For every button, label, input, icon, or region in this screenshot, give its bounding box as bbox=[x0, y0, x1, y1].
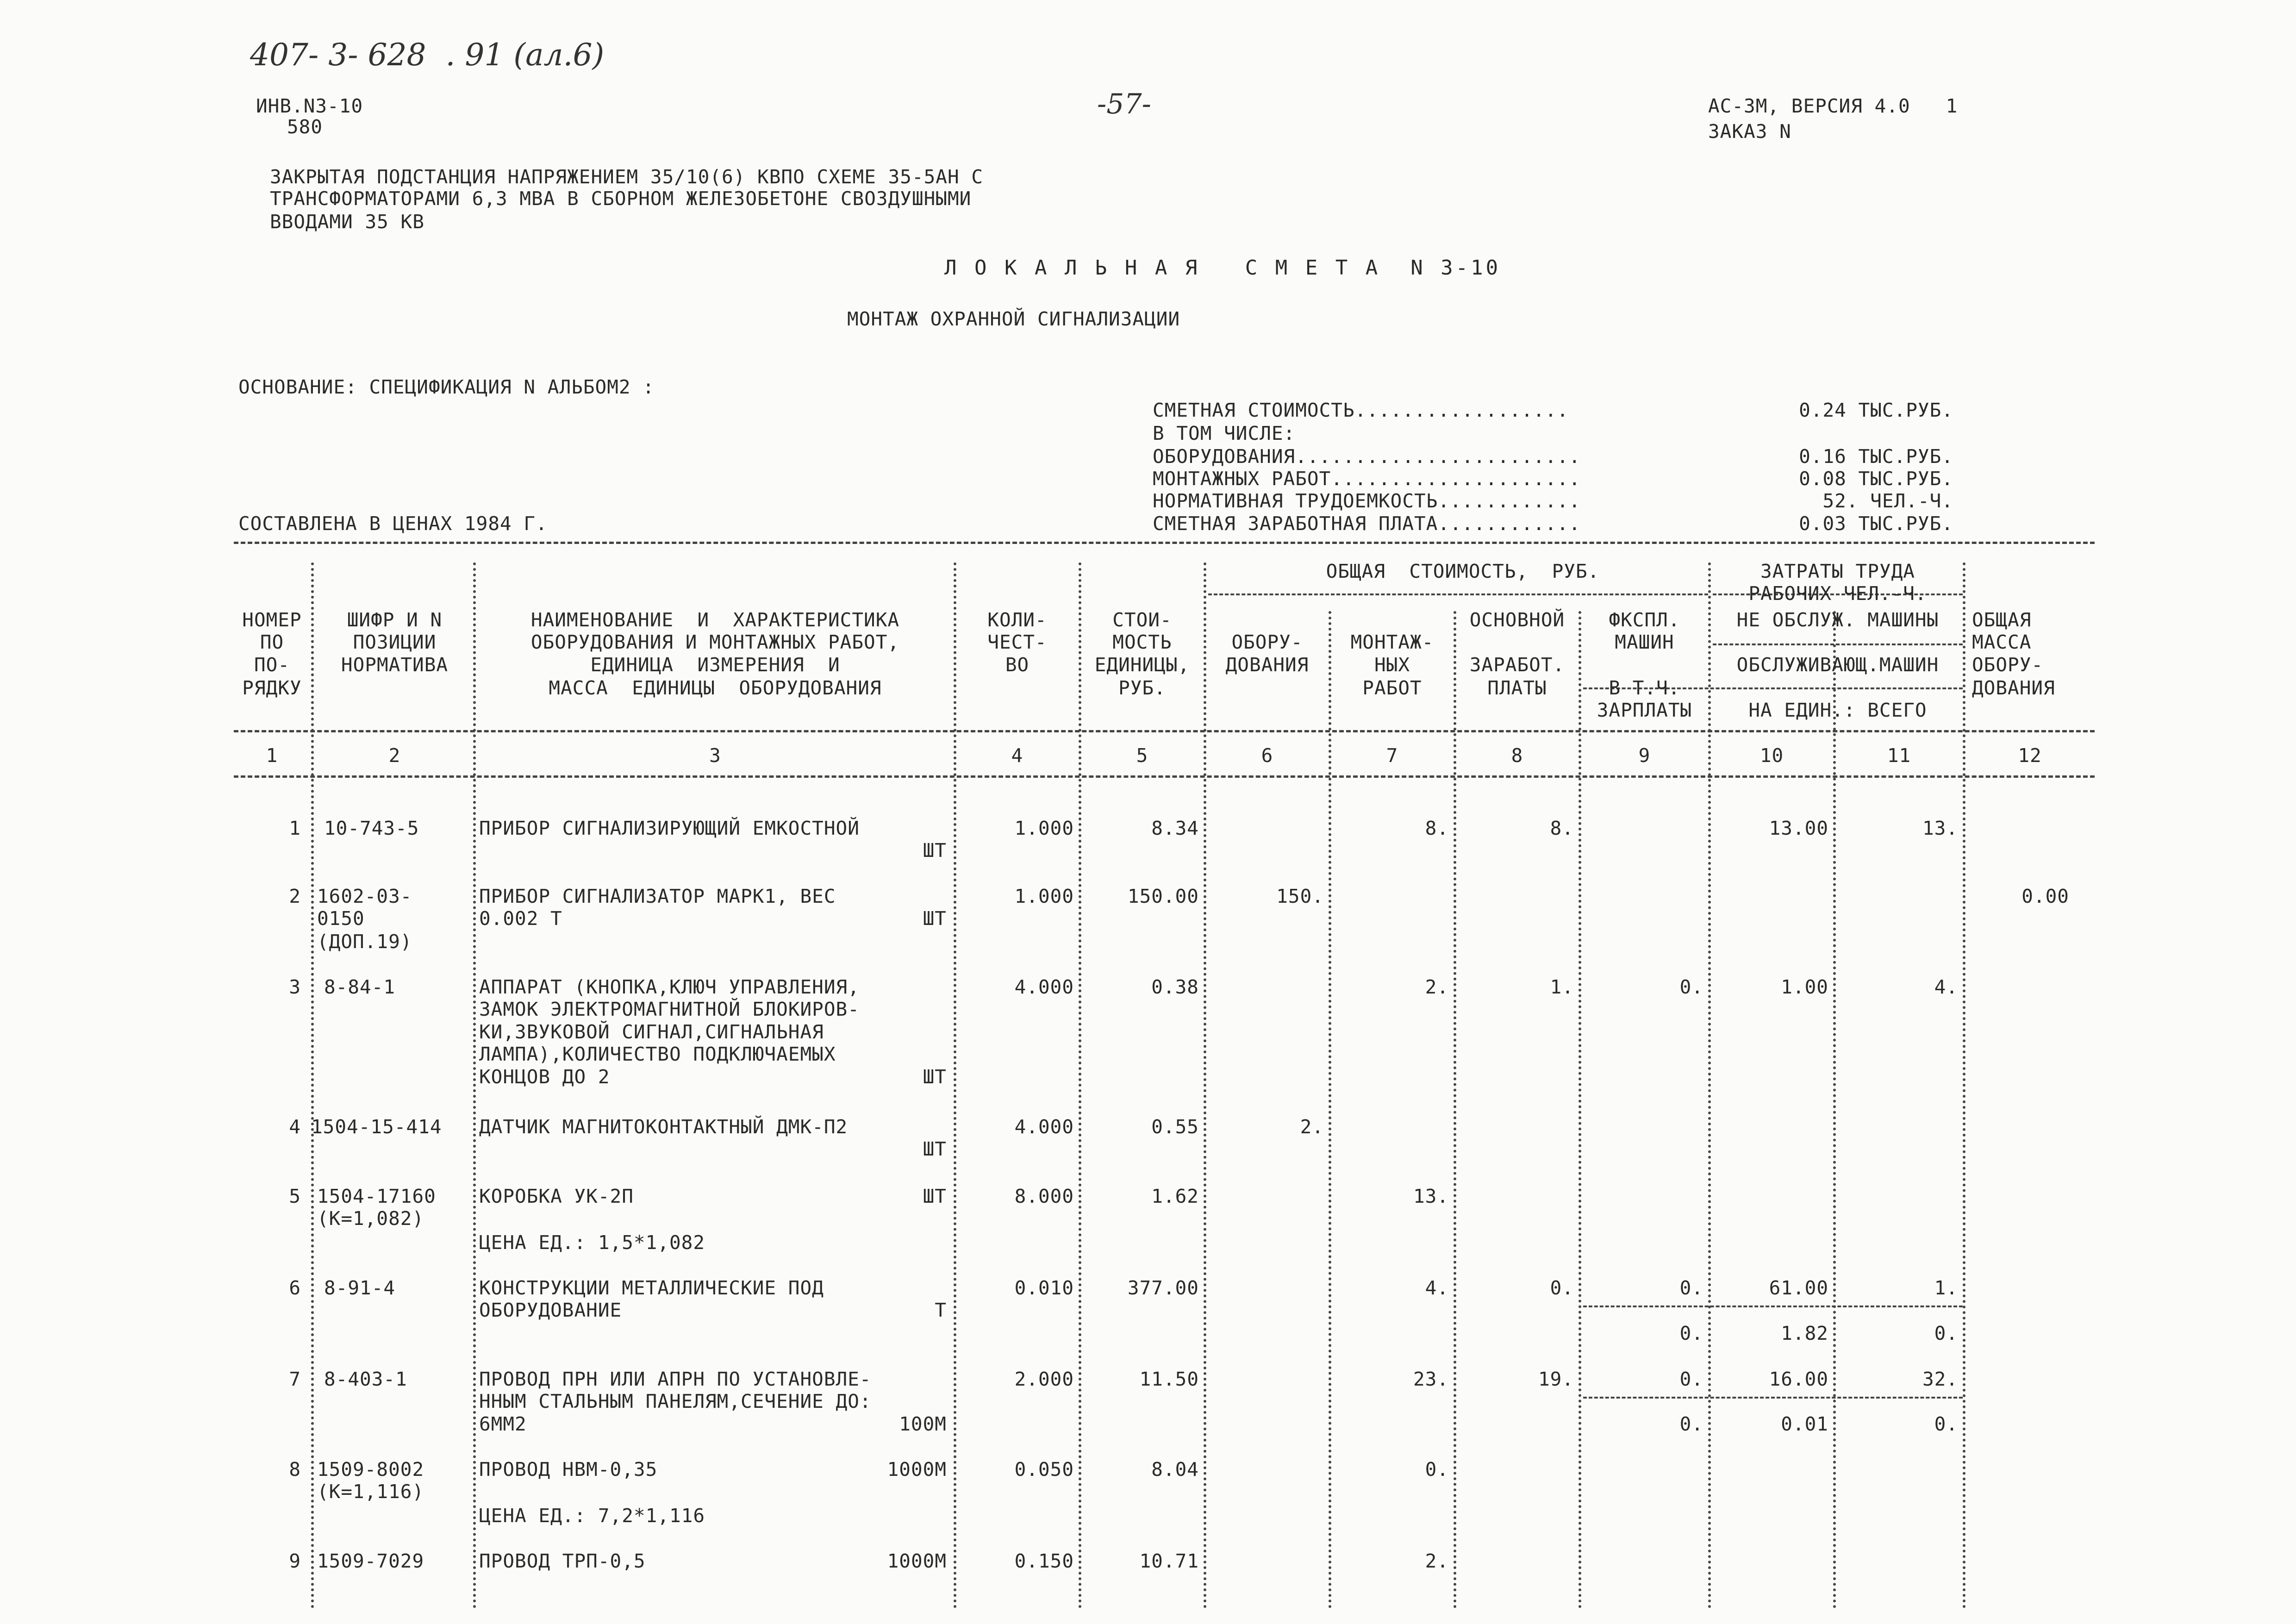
header-col4-line2: ЧЕСТ- bbox=[987, 631, 1047, 653]
summary-label: МОНТАЖНЫХ РАБОТ..................... bbox=[1153, 468, 1581, 490]
header-col6-line2: ДОВАНИЯ bbox=[1225, 654, 1309, 676]
order-number: ЗАКАЗ N bbox=[1708, 120, 1791, 143]
labor-per-unit: 13.00 bbox=[1769, 817, 1828, 839]
base-wage: 1. bbox=[1550, 976, 1574, 998]
col-number-10: 10 bbox=[1759, 744, 1784, 767]
header-col5-line3: ЕДИНИЦЫ, bbox=[1094, 654, 1190, 676]
inventory-sub-number: 580 bbox=[287, 116, 323, 138]
labor-per-unit: 1.00 bbox=[1781, 976, 1828, 998]
norm-code: (ДОП.19) bbox=[317, 931, 412, 953]
col-number-9: 9 bbox=[1638, 744, 1651, 767]
header-col6-line1: ОБОРУ- bbox=[1231, 631, 1303, 653]
header-group-labor-2: РАБОЧИХ ЧЕЛ.-Ч. bbox=[1748, 582, 1927, 605]
header-col9-line3: В Т.Ч. bbox=[1609, 677, 1680, 699]
labor-total: 13. bbox=[1922, 817, 1958, 839]
labor-per-unit: 61.00 bbox=[1769, 1277, 1828, 1299]
header-col2-line1: ШИФР И N bbox=[347, 609, 443, 631]
unit-price: 8.04 bbox=[1151, 1458, 1199, 1480]
col-sep-4 bbox=[1079, 562, 1081, 1609]
item-name: ПРИБОР СИГНАЛИЗАТОР МАРК1, ВЕС bbox=[479, 885, 836, 907]
norm-code: 1509-7029 bbox=[317, 1550, 424, 1572]
header-col1-line2: ПО bbox=[260, 631, 284, 653]
header-col1-line1: НОМЕР bbox=[242, 609, 302, 631]
item-name: ПРОВОД ТРП-0,5 bbox=[479, 1550, 646, 1572]
mount-cost: 13. bbox=[1413, 1185, 1449, 1207]
labor-per-unit: 16.00 bbox=[1769, 1368, 1828, 1390]
item-name: ОБОРУДОВАНИЕ bbox=[479, 1299, 622, 1321]
unit: ШТ bbox=[923, 1066, 947, 1088]
col-sep-6 bbox=[1329, 611, 1331, 1609]
quantity: 1.000 bbox=[1014, 817, 1074, 839]
row-number: 7 bbox=[289, 1368, 301, 1390]
program-version: АС-3М, ВЕРСИЯ 4.0 1 bbox=[1708, 95, 1958, 117]
serving-labor-total: 0. bbox=[1934, 1413, 1958, 1435]
handwritten-document-code: 407- 3- 628 . 91 (ал.6) bbox=[250, 37, 605, 73]
summary-value: 0.03 ТЫС.РУБ. bbox=[1799, 512, 1953, 535]
col-sep-11 bbox=[1963, 562, 1965, 1609]
mount-cost: 2. bbox=[1425, 976, 1449, 998]
col-sep-5 bbox=[1204, 562, 1206, 1609]
quantity: 1.000 bbox=[1014, 885, 1074, 907]
header-col3-line2: ОБОРУДОВАНИЯ И МОНТАЖНЫХ РАБОТ, bbox=[530, 631, 900, 653]
machine-wage: 0. bbox=[1679, 1413, 1703, 1435]
subtotal-rule bbox=[1583, 1305, 1963, 1307]
summary-labor bbox=[1153, 490, 2009, 512]
col-sep-1 bbox=[311, 562, 314, 1609]
header-group-cost: ОБЩАЯ СТОИМОСТЬ, РУБ. bbox=[1326, 560, 1600, 582]
mount-cost: 8. bbox=[1425, 817, 1449, 839]
machine-wage: 0. bbox=[1679, 1322, 1703, 1344]
col-sep-8 bbox=[1578, 611, 1581, 1609]
object-title-line-3: ВВОДАМИ 35 КВ bbox=[270, 211, 424, 233]
col-number-6: 6 bbox=[1261, 744, 1273, 767]
col-number-4: 4 bbox=[1011, 744, 1023, 767]
equipment-cost: 2. bbox=[1300, 1116, 1324, 1138]
col-number-12: 12 bbox=[2018, 744, 2042, 767]
header-col4-line1: КОЛИ- bbox=[987, 609, 1047, 631]
summary-label: ОБОРУДОВАНИЯ........................ bbox=[1153, 445, 1581, 468]
col-number-2: 2 bbox=[388, 744, 401, 767]
quantity: 0.050 bbox=[1014, 1458, 1074, 1480]
table-top-rule bbox=[234, 542, 2095, 544]
unit-price: 0.55 bbox=[1151, 1116, 1199, 1138]
inventory-number: ИНВ.N3-10 bbox=[256, 95, 363, 117]
header-col12-line3: ОБОРУ- bbox=[1972, 654, 2044, 676]
row-number: 9 bbox=[289, 1550, 301, 1572]
labor-total: 4. bbox=[1934, 976, 1958, 998]
machine-cost: 0. bbox=[1679, 1277, 1703, 1299]
unit: Т bbox=[935, 1299, 947, 1321]
header-col5-line1: СТОИ- bbox=[1112, 609, 1172, 631]
header-col2-line3: НОРМАТИВА bbox=[341, 654, 449, 676]
norm-code: 8-403-1 bbox=[324, 1368, 407, 1390]
equipment-mass: 0.00 bbox=[2021, 885, 2069, 907]
header-col12-line1: ОБЩАЯ bbox=[1972, 609, 2032, 631]
page-number: -57- bbox=[1097, 88, 1151, 120]
estimate-subtitle: МОНТАЖ ОХРАННОЙ СИГНАЛИЗАЦИИ bbox=[847, 308, 1180, 330]
object-title-line-2: ТРАНСФОРМАТОРАМИ 6,3 МВА В СБОРНОМ ЖЕЛЕЗОБЕТОНЕ СВОЗДУШНЫМИ bbox=[270, 187, 972, 210]
unit: ШТ bbox=[923, 907, 947, 930]
summary-value: 0.24 ТЫС.РУБ. bbox=[1799, 399, 1953, 421]
header-col3-line4: МАССА ЕДИНИЦЫ ОБОРУДОВАНИЯ bbox=[549, 677, 882, 699]
header-col8-line1: ОСНОВНОЙ bbox=[1469, 609, 1565, 631]
item-name: КОРОБКА УК-2П bbox=[479, 1185, 634, 1207]
header-col3-line3: ЕДИНИЦА ИЗМЕРЕНИЯ И bbox=[590, 654, 840, 676]
header-labor-not-serving: НЕ ОБСЛУЖ. МАШИНЫ bbox=[1736, 609, 1939, 631]
quantity: 0.010 bbox=[1014, 1277, 1074, 1299]
col-number-1: 1 bbox=[266, 744, 278, 767]
header-col1-line3: ПО- bbox=[254, 654, 290, 676]
col-number-5: 5 bbox=[1136, 744, 1148, 767]
header-col7-line3: РАБОТ bbox=[1362, 677, 1422, 699]
mount-cost: 23. bbox=[1413, 1368, 1449, 1390]
col-sep-3 bbox=[954, 562, 956, 1609]
summary-including bbox=[1153, 422, 2009, 444]
header-col9-line1: ФКСПЛ. bbox=[1609, 609, 1680, 631]
header-col9-line4: ЗАРПЛАТЫ bbox=[1597, 699, 1692, 721]
item-name: ДАТЧИК МАГНИТОКОНТАКТНЫЙ ДМК-П2 bbox=[479, 1116, 848, 1138]
quantity: 2.000 bbox=[1014, 1368, 1074, 1390]
col-sep-9 bbox=[1708, 562, 1711, 1609]
base-wage: 0. bbox=[1550, 1277, 1574, 1299]
unit-price: 11.50 bbox=[1139, 1368, 1199, 1390]
item-name: ЗАМОК ЭЛЕКТРОМАГНИТНОЙ БЛОКИРОВ- bbox=[479, 998, 860, 1020]
row-number: 3 bbox=[289, 976, 301, 998]
norm-code: 1602-03- bbox=[317, 885, 412, 907]
labor-total: 1. bbox=[1934, 1277, 1958, 1299]
summary-label: СМЕТНАЯ СТОИМОСТЬ.................. bbox=[1153, 399, 1569, 421]
unit-price: 377.00 bbox=[1127, 1277, 1199, 1299]
estimate-title: Л О К А Л Ь Н А Я С М Е Т А N 3-10 bbox=[944, 256, 1501, 280]
norm-code: 1504-15-414 bbox=[311, 1116, 442, 1138]
norm-code: (К=1,116) bbox=[317, 1480, 424, 1503]
norm-code: 8-84-1 bbox=[324, 976, 396, 998]
row-number: 2 bbox=[289, 885, 301, 907]
header-col4-line3: ВО bbox=[1005, 654, 1029, 676]
summary-value: 52. ЧЕЛ.-Ч. bbox=[1822, 490, 1953, 512]
row-number: 4 bbox=[289, 1116, 301, 1138]
quantity: 4.000 bbox=[1014, 976, 1074, 998]
header-col8-line3: ПЛАТЫ bbox=[1487, 677, 1547, 699]
header-col9-line2: МАШИН bbox=[1615, 631, 1674, 653]
price-note: ЦЕНА ЕД.: 1,5*1,082 bbox=[479, 1231, 705, 1254]
unit: ШТ bbox=[923, 1138, 947, 1160]
norm-code: 1504-17160 bbox=[317, 1185, 436, 1207]
quantity: 4.000 bbox=[1014, 1116, 1074, 1138]
header-col5-line4: РУБ. bbox=[1118, 677, 1166, 699]
row-number: 5 bbox=[289, 1185, 301, 1207]
column-number-rule bbox=[234, 775, 2095, 778]
item-name: ПРИБОР СИГНАЛИЗИРУЮЩИЙ ЕМКОСТНОЙ bbox=[479, 817, 860, 839]
mount-cost: 0. bbox=[1425, 1458, 1449, 1480]
price-note: ЦЕНА ЕД.: 7,2*1,116 bbox=[479, 1505, 705, 1527]
header-col7-line2: НЫХ bbox=[1374, 654, 1410, 676]
machine-cost: 0. bbox=[1679, 976, 1703, 998]
subtotal-rule bbox=[1583, 1397, 1963, 1399]
serving-labor-per-unit: 0.01 bbox=[1781, 1413, 1828, 1435]
base-wage: 19. bbox=[1538, 1368, 1574, 1390]
item-name: КОНЦОВ ДО 2 bbox=[479, 1066, 610, 1088]
col-number-8: 8 bbox=[1511, 744, 1523, 767]
object-title-line-1: ЗАКРЫТАЯ ПОДСТАНЦИЯ НАПРЯЖЕНИЕМ 35/10(6) КВПО СХЕМЕ 35-5АН С bbox=[270, 166, 984, 188]
col-number-7: 7 bbox=[1386, 744, 1398, 767]
quantity: 0.150 bbox=[1014, 1550, 1074, 1572]
item-name: АППАРАТ (КНОПКА,КЛЮЧ УПРАВЛЕНИЯ, bbox=[479, 976, 860, 998]
summary-label: НОРМАТИВНАЯ ТРУДОЕМКОСТЬ............ bbox=[1153, 490, 1581, 512]
norm-code: 8-91-4 bbox=[324, 1277, 396, 1299]
header-col12-line2: МАССА bbox=[1972, 631, 2032, 653]
cost-group-rule bbox=[1208, 593, 1708, 595]
header-col5-line2: МОСТЬ bbox=[1112, 631, 1172, 653]
unit: 1000М bbox=[887, 1550, 947, 1572]
summary-installation bbox=[1153, 468, 2009, 490]
norm-code: 1509-8002 bbox=[317, 1458, 424, 1480]
row-number: 1 bbox=[289, 817, 301, 839]
header-labor-serving: ОБСЛУЖИВАЮЩ.МАШИН bbox=[1736, 654, 1939, 676]
unit-price: 150.00 bbox=[1127, 885, 1199, 907]
equipment-cost: 150. bbox=[1276, 885, 1324, 907]
col-sep-7 bbox=[1454, 611, 1456, 1609]
col-number-11: 11 bbox=[1887, 744, 1911, 767]
col-number-3: 3 bbox=[709, 744, 721, 767]
item-name: ННЫМ СТАЛЬНЫМ ПАНЕЛЯМ,СЕЧЕНИЕ ДО: bbox=[479, 1390, 872, 1412]
mount-cost: 4. bbox=[1425, 1277, 1449, 1299]
serving-labor-total: 0. bbox=[1934, 1322, 1958, 1344]
unit-price: 0.38 bbox=[1151, 976, 1199, 998]
quantity: 8.000 bbox=[1014, 1185, 1074, 1207]
machine-cost: 0. bbox=[1679, 1368, 1703, 1390]
unit: ШТ bbox=[923, 1185, 947, 1207]
norm-code: (К=1,082) bbox=[317, 1207, 424, 1230]
summary-wages bbox=[1153, 512, 2009, 535]
header-col12-line4: ДОВАНИЯ bbox=[1972, 677, 2055, 699]
summary-label: СМЕТНАЯ ЗАРАБОТНАЯ ПЛАТА............ bbox=[1153, 512, 1581, 535]
item-name: КОНСТРУКЦИИ МЕТАЛЛИЧЕСКИЕ ПОД bbox=[479, 1277, 824, 1299]
unit-price: 8.34 bbox=[1151, 817, 1199, 839]
summary-label: В ТОМ ЧИСЛЕ: bbox=[1153, 422, 1296, 444]
header-bottom-rule bbox=[234, 730, 2095, 732]
item-name: 0.002 Т bbox=[479, 907, 562, 930]
estimate-basis: ОСНОВАНИЕ: СПЕЦИФИКАЦИЯ N АЛЬБОМ2 : bbox=[238, 376, 655, 398]
item-name: ПРОВОД НВМ-0,35 bbox=[479, 1458, 658, 1480]
norm-code: 10-743-5 bbox=[324, 817, 419, 839]
header-col7-line1: МОНТАЖ- bbox=[1350, 631, 1434, 653]
header-labor-unit-total: НА ЕДИН.: ВСЕГО bbox=[1748, 699, 1927, 721]
header-col3-line1: НАИМЕНОВАНИЕ И ХАРАКТЕРИСТИКА bbox=[530, 609, 900, 631]
row-number: 6 bbox=[289, 1277, 301, 1299]
serving-labor-per-unit: 1.82 bbox=[1781, 1322, 1828, 1344]
unit: 1000М bbox=[887, 1458, 947, 1480]
summary-value: 0.08 ТЫС.РУБ. bbox=[1799, 468, 1953, 490]
row-number: 8 bbox=[289, 1458, 301, 1480]
header-col8-line2: ЗАРАБОТ. bbox=[1469, 654, 1565, 676]
header-col1-line4: РЯДКУ bbox=[242, 677, 302, 699]
item-name: ПРОВОД ПРН ИЛИ АПРН ПО УСТАНОВЛЕ- bbox=[479, 1368, 872, 1390]
unit: 100М bbox=[899, 1413, 947, 1435]
summary-equipment bbox=[1153, 445, 2009, 468]
item-name: КИ,ЗВУКОВОЙ СИГНАЛ,СИГНАЛЬНАЯ bbox=[479, 1021, 824, 1043]
unit-price: 10.71 bbox=[1139, 1550, 1199, 1572]
summary-total bbox=[1153, 399, 2009, 421]
item-name: 6ММ2 bbox=[479, 1413, 527, 1435]
unit-price: 1.62 bbox=[1151, 1185, 1199, 1207]
col-sep-10 bbox=[1833, 611, 1836, 1609]
item-name: ЛАМПА),КОЛИЧЕСТВО ПОДКЛЮЧАЕМЫХ bbox=[479, 1043, 836, 1065]
labor-total: 32. bbox=[1922, 1368, 1958, 1390]
price-level: СОСТАВЛЕНА В ЦЕНАХ 1984 Г. bbox=[238, 512, 548, 535]
summary-value: 0.16 ТЫС.РУБ. bbox=[1799, 445, 1953, 468]
header-group-labor: ЗАТРАТЫ ТРУДА bbox=[1760, 560, 1915, 582]
header-col2-line2: ПОЗИЦИИ bbox=[353, 631, 437, 653]
base-wage: 8. bbox=[1550, 817, 1574, 839]
mount-cost: 2. bbox=[1425, 1550, 1449, 1572]
col-sep-2 bbox=[473, 562, 476, 1609]
labor-subrule-1 bbox=[1713, 643, 1963, 645]
unit: ШТ bbox=[923, 839, 947, 862]
norm-code: 0150 bbox=[317, 907, 365, 930]
